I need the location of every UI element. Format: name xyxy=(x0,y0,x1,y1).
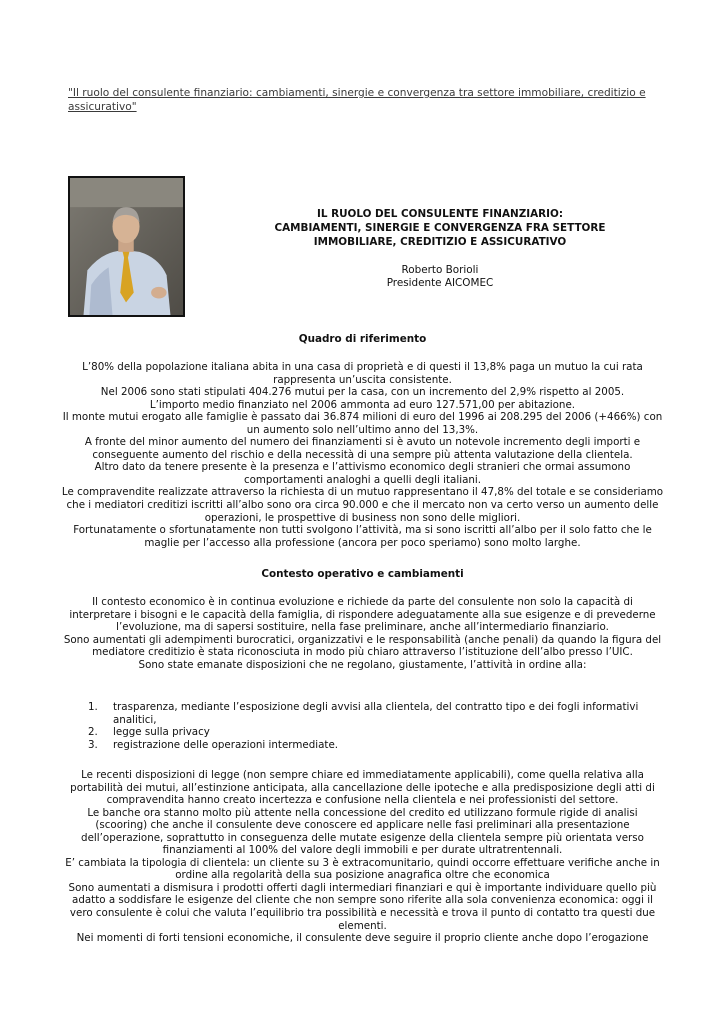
header-link[interactable]: "Il ruolo del consulente finanziario: cambiamenti, sinergie e convergenza tra settore immobiliare, creditizio e assicurativo" xyxy=(68,87,646,113)
section-heading-contesto: Contesto operativo e cambiamenti xyxy=(261,568,464,580)
section2-body xyxy=(60,596,665,671)
paragraph: Sono aumentati gli adempimenti burocratici, organizzativi e le responsabilità (anche penali) da quando la figura del mediatore creditizio è stata riconosciuta in modo più chiaro attraverso l’istituzione dell’albo presso l’UIC. xyxy=(63,633,662,659)
paragraph: Nel 2006 sono stati stipulati 404.276 mutui per la casa, con un incremento del 2,9% rispetto al 2005. xyxy=(100,386,625,399)
list-text: registrazione delle operazioni intermediate. xyxy=(113,738,339,751)
paragraph: E’ cambiata la tipologia di clientela: un cliente su 3 è extracomunitario, quindi occorre effettuare verifiche anche in ordine alla regolarità della sua posizione anagrafica oltre che economica xyxy=(65,856,660,882)
paragraph: Le compravendite realizzate attraverso la richiesta di un mutuo rappresentano il 47,8% del totale e se consideriamo che i mediatori creditizi iscritti all’albo sono ora circa 90.000 e che il mercato non va certo verso un aumento delle operazioni, le prospettive di business non sono delle migliori. xyxy=(61,486,664,524)
list-text: trasparenza, mediante l’esposizione degli avvisi alla clientela, del contratto tipo e dei fogli informativi analitici, xyxy=(113,701,639,726)
list-number: 1. xyxy=(88,701,98,713)
paragraph: Le banche ora stanno molto più attente nella concessione del credito ed utilizzano formule rigide di analisi (scooring) che anche il consulente deve conoscere ed applicare nelle fasi preliminari alla presentazione dell’operazione, soprattutto in conseguenza delle mutate esigenze della clientela sempre più orientata verso finanziamenti al 100% del valore degli immobili e per durate ultratrentennali. xyxy=(81,806,644,857)
list-number: 2. xyxy=(88,726,98,739)
title-line: IL RUOLO DEL CONSULENTE FINANZIARIO: xyxy=(316,208,564,220)
ordered-list xyxy=(88,701,648,751)
paragraph: Sono aumentati a dismisura i prodotti offerti dagli intermediari finanziari e qui è importante individuare quello più adatto a soddisfare le esigenze del cliente che non sempre sono riferite alla sola convenienza economica: oggi il vero consulente è colui che valuta l’equilibrio tra possibilità e necessità e trova il punto di contatto tra questi due elementi. xyxy=(68,881,657,932)
paragraph: A fronte del minor aumento del numero dei finanziamenti si è avuto un notevole incremento degli importi e conseguente aumento del rischio e della necessità di una sempre più attenta valutazione della clientela. xyxy=(84,436,641,461)
paragraph: Il monte mutui erogato alle famiglie è passato dai 36.874 milioni di euro del 1996 ai 208.295 del 2006 (+466%) con un aumento solo nell’ultimo anno del 13,3%. xyxy=(62,411,663,436)
section1-body xyxy=(60,361,665,549)
list-item xyxy=(88,701,648,726)
paragraph: L’80% della popolazione italiana abita in una casa di proprietà e di questi il 13,8% paga un mutuo la cui rata rappresenta un’uscita consistente. xyxy=(82,361,643,386)
list-number: 3. xyxy=(88,738,98,751)
list-item xyxy=(88,739,648,752)
paragraph: Fortunatamente o sfortunatamente non tutti svolgono l’attività, ma si sono iscritti all’albo per il solo fatto che le maglie per l’accesso alla professione (ancora per poco speriamo) sono molto larghe. xyxy=(73,524,652,549)
paragraph: Le recenti disposizioni di legge (non sempre chiare ed immediatamente applicabili), come quella relativa alla portabilità dei mutui, all’estinzione anticipata, alla cancellazione delle ipoteche e alla predisposizione degli atti di compravendita hanno creato incertezza e confusione nella clientela e nei professionisti del settore. xyxy=(70,769,655,807)
paragraph: Sono state emanate disposizioni che ne regolano, giustamente, l’attività in ordine alla: xyxy=(138,658,587,671)
author-role: Presidente AICOMEC xyxy=(386,277,494,289)
paragraph: Nei momenti di forti tensioni economiche, il consulente deve seguire il proprio cliente anche dopo l’erogazione xyxy=(76,932,649,945)
section-heading-quadro: Quadro di riferimento xyxy=(298,333,427,345)
title-line: IMMOBILIARE, CREDITIZIO E ASSICURATIVO xyxy=(313,236,567,248)
paragraph: L’importo medio finanziato nel 2006 ammonta ad euro 127.571,00 per abitazione. xyxy=(149,398,576,411)
list-text: legge sulla privacy xyxy=(113,726,210,739)
section2-body-after xyxy=(60,769,665,945)
paragraph: Altro dato da tenere presente è la presenza e l’attivismo economico degli stranieri che ormai assumono comportamenti analoghi a quelli degli italiani. xyxy=(94,461,631,486)
paragraph: Il contesto economico è in continua evoluzione e richiede da parte del consulente non solo la capacità di interpretare i bisogni e le capacità della famiglia, di rispondere adeguatamente alla sue esigenze e di prevederne l’evoluzione, ma di sapersi sostituire, nella fase preliminare, anche all’intermediario finanziario. xyxy=(69,596,656,634)
title-line: CAMBIAMENTI, SINERGIE E CONVERGENZA FRA SETTORE xyxy=(274,222,606,234)
author-photo xyxy=(68,176,185,317)
article-title xyxy=(240,207,640,249)
author-name: Roberto Borioli xyxy=(401,264,479,276)
author-block xyxy=(240,264,640,290)
list-item xyxy=(88,726,648,739)
